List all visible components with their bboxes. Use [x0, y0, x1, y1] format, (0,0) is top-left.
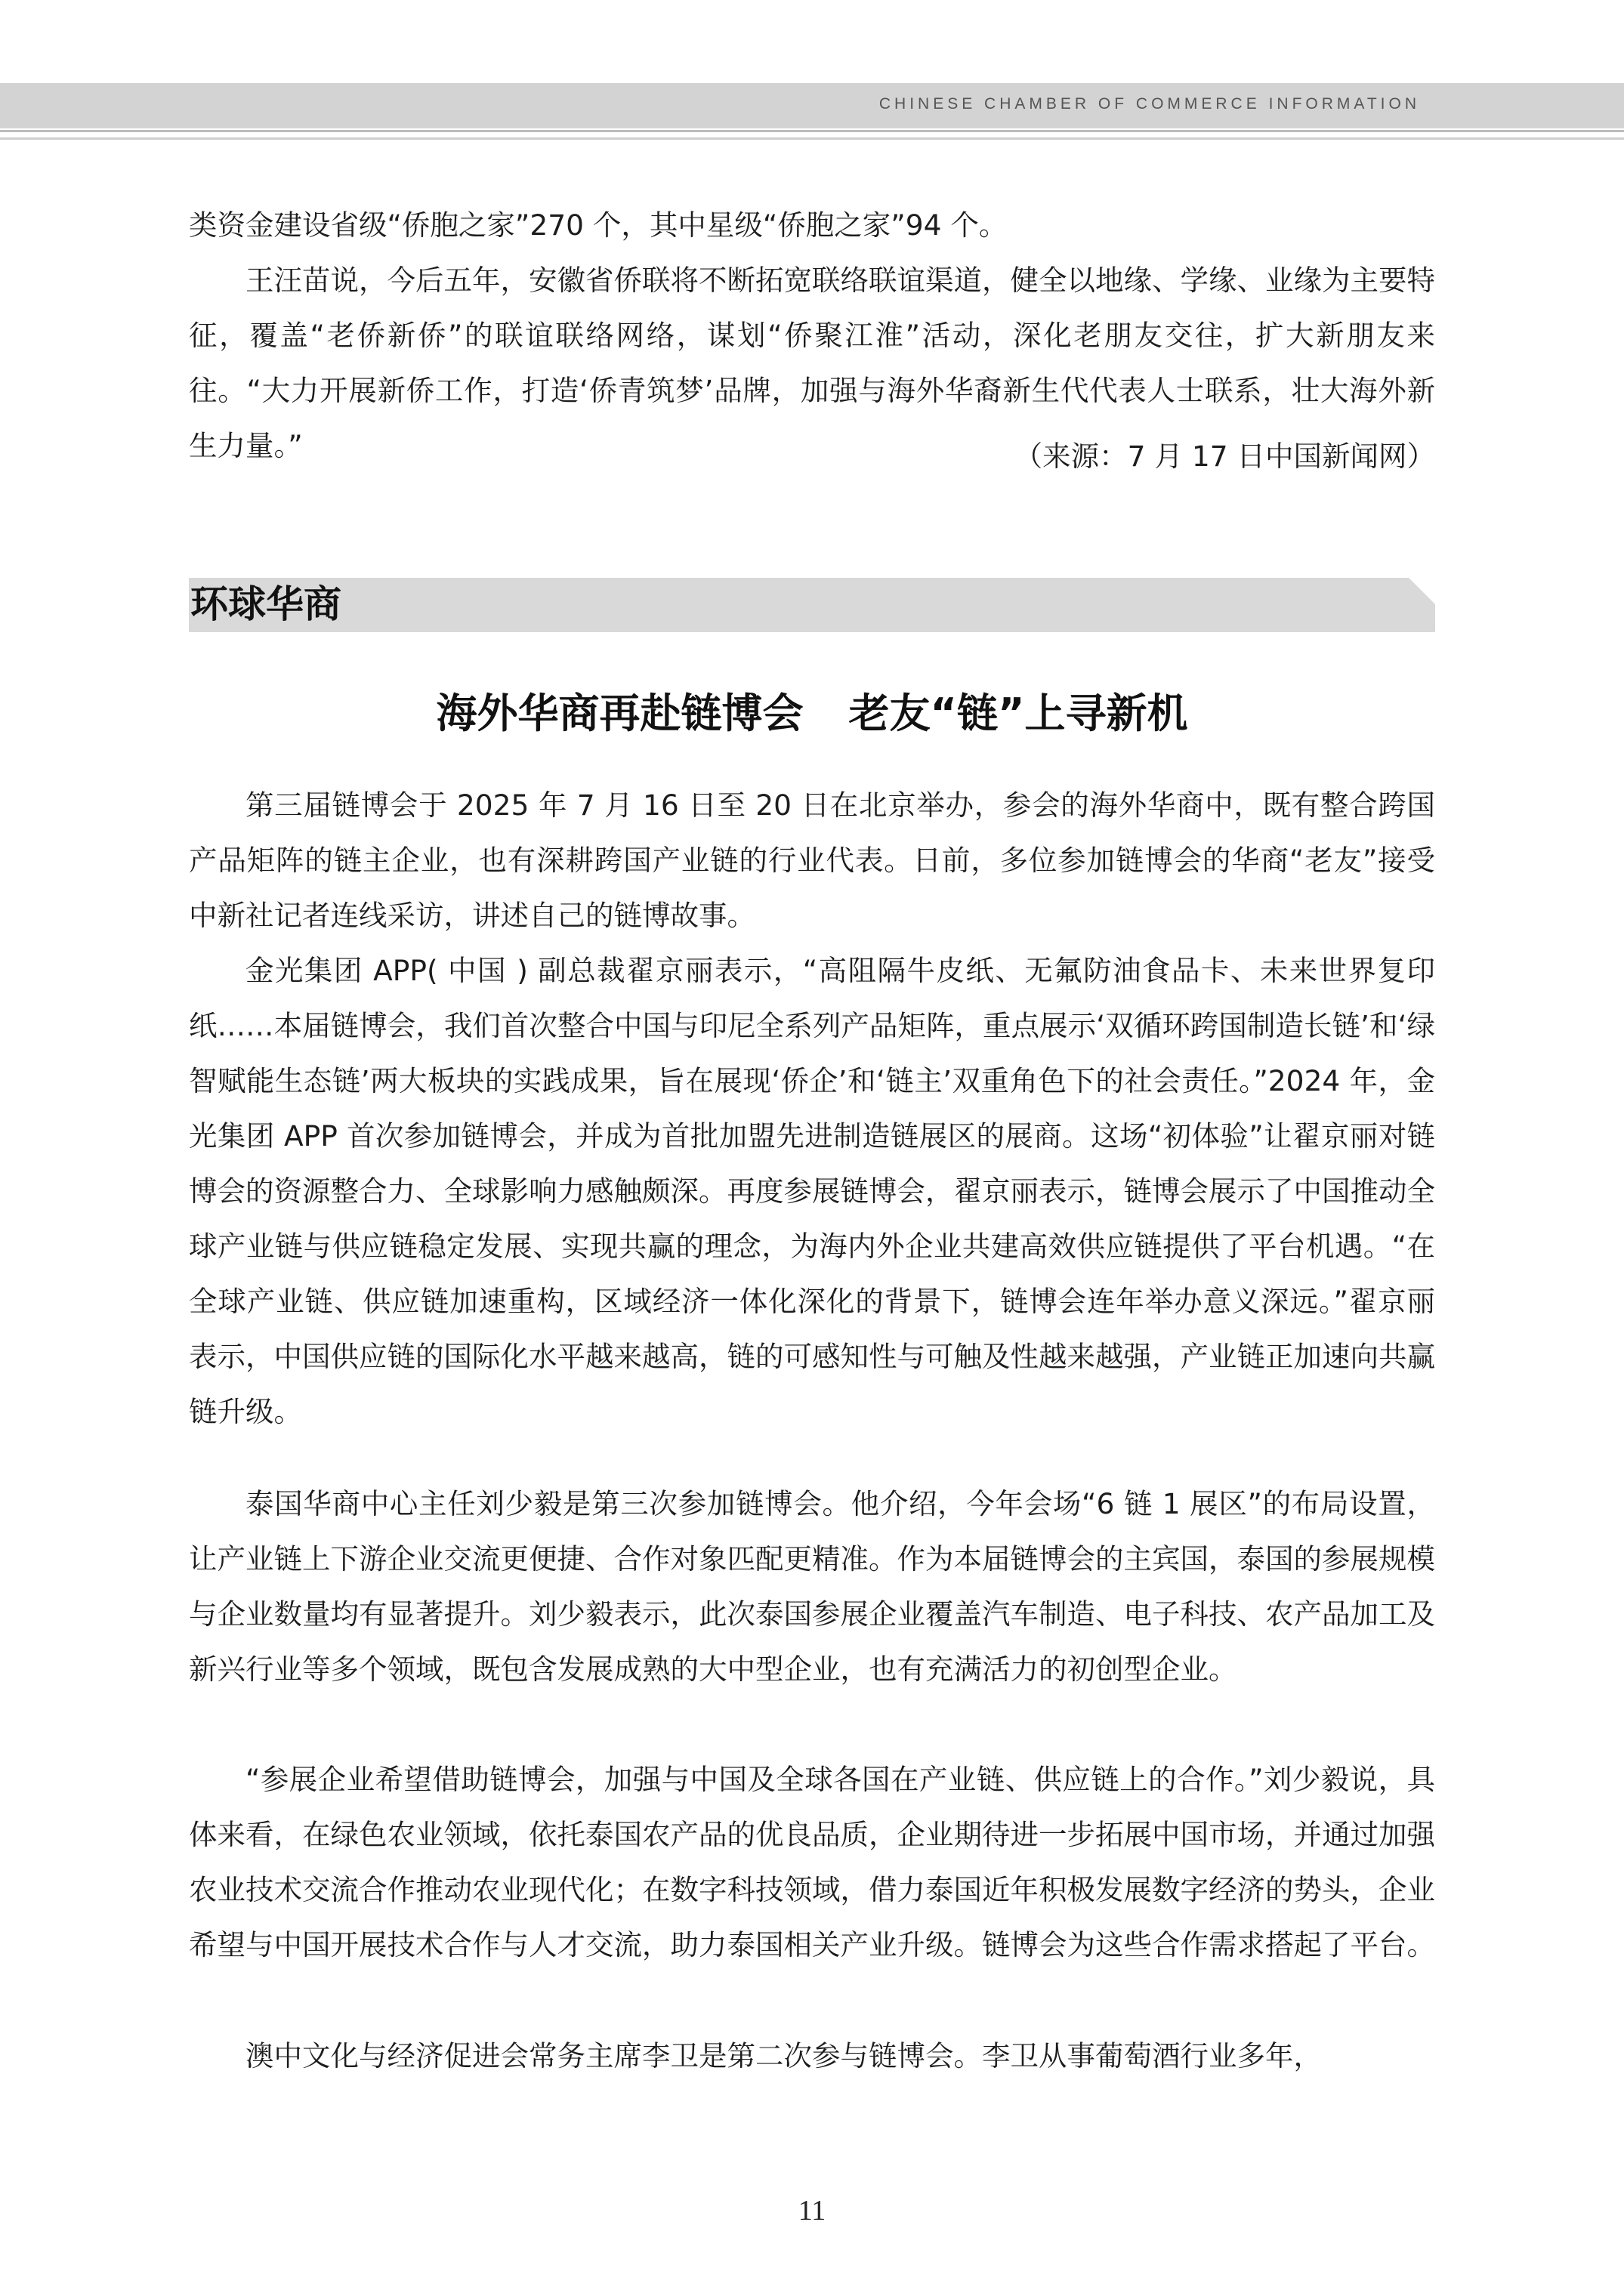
- header-rule: [0, 130, 1624, 132]
- article-title-part-2: 老友“链”上寻新机: [848, 690, 1188, 737]
- prev-article-paragraph-1: 类资金建设省级“侨胞之家”270 个，其中星级“侨胞之家”94 个。: [189, 208, 1008, 242]
- article-paragraph-5: 澳中文化与经济促进会常务主席李卫是第二次参与链博会。李卫从事葡萄酒行业多年，: [245, 2039, 1322, 2072]
- section-header-band: [189, 578, 1435, 632]
- article-title-part-1: 海外华商再赴链博会: [436, 690, 804, 737]
- article-paragraph-4: “参展企业希望借助链博会，加强与中国及全球各国在产业链、供应链上的合作。”刘少毅说，具体来看，在绿色农业领域，依托泰国农产品的优良品质，企业期待进一步拓展中国市场，并通过加强农业技术交流合作推动农业现代化；在数字科技领域，借力泰国近年积极发展数字经济的势头，企业希望与中国开展技术合作与人才交流，助力泰国相关产业升级。链博会为这些合作需求搭起了平台。: [189, 1763, 1435, 1961]
- section-title: 环球华商: [190, 582, 341, 626]
- article-paragraph-1: 第三届链博会于 2025 年 7 月 16 日至 20 日在北京举办，参会的海外华商中，既有整合跨国产品矩阵的链主企业，也有深耕跨国产业链的行业代表。日前，多位参加链博会的华商“老友”接受中新社记者连线采访，讲述自己的链博故事。: [189, 789, 1435, 932]
- page-number: 11: [798, 2195, 826, 2227]
- prev-article-source: （来源：7 月 17 日中国新闻网）: [1014, 440, 1435, 473]
- header-rule-secondary: [0, 137, 1624, 140]
- article-paragraph-2: 金光集团 APP( 中国 ) 副总裁翟京丽表示，“高阻隔牛皮纸、无氟防油食品卡、未来世界复印纸……本届链博会，我们首次整合中国与印尼全系列产品矩阵，重点展示‘双循环跨国制造长链’和‘绿智赋能生态链’两大板块的实践成果，旨在展现‘侨企’和‘链主’双重角色下的社会责任。”2024 年，金光集团 APP 首次参加链博会，并成为首批加盟先进制造链展区的展商。这场“初体验”让翟京丽对链博会的资源整合力、全球影响力感触颇深。再度参展链博会，翟京丽表示，链博会展示了中国推动全球产业链与供应链稳定发展、实现共赢的理念，为海内外企业共建高效供应链提供了平台机遇。“在全球产业链、供应链加速重构，区域经济一体化深化的背景下，链博会连年举办意义深远。”翟京丽表示，中国供应链的国际化水平越来越高，链的可感知性与可触及性越来越强，产业链正加速向共赢链升级。: [189, 954, 1435, 1428]
- prev-article-paragraph-2: 王汪苗说，今后五年，安徽省侨联将不断拓宽联络联谊渠道，健全以地缘、学缘、业缘为主要特征，覆盖“老侨新侨”的联谊联络网络，谋划“侨聚江淮”活动，深化老朋友交往，扩大新朋友来往。“大力开展新侨工作，打造‘侨青筑梦’品牌，加强与海外华裔新生代代表人士联系，壮大海外新生力量。”: [189, 264, 1435, 462]
- article-title: [189, 684, 1435, 744]
- article-paragraph-3: 泰国华商中心主任刘少毅是第三次参加链博会。他介绍，今年会场“6 链 1 展区”的布局设置，让产业链上下游企业交流更便捷、合作对象匹配更精准。作为本届链博会的主宾国，泰国的参展规模与企业数量均有显著提升。刘少毅表示，此次泰国参展企业覆盖汽车制造、电子科技、农产品加工及新兴行业等多个领域，既包含发展成熟的大中型企业，也有充满活力的初创型企业。: [189, 1487, 1435, 1686]
- running-header: CHINESE CHAMBER OF COMMERCE INFORMATION: [878, 95, 1420, 113]
